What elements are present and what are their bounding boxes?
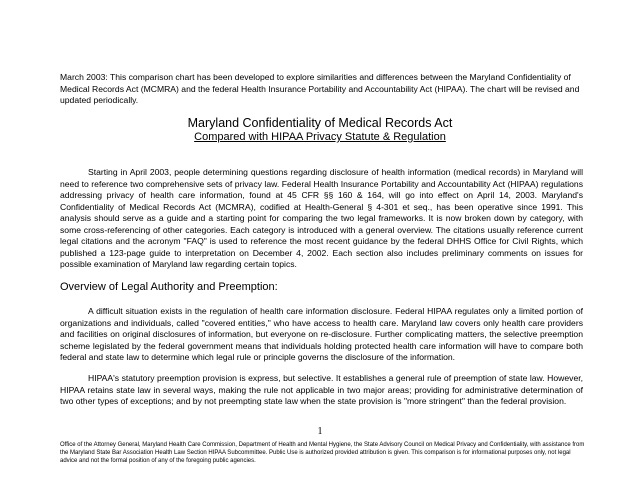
document-title: Maryland Confidentiality of Medical Records Act [187,116,453,130]
preemption-paragraph-2: HIPAA's statutory preemption provision is express, but selective. It establishes a general rule of preemption of state law. However, HIPAA retains state law in several ways, making the rule not applicable in two major areas; providing for administrative determination of two other types of exceptions; and by not preempting state law when the state provision is "more stringent" than the federal provision. [60,373,583,406]
document-subtitle: Compared with HIPAA Privacy Statute & Regulation [194,131,446,143]
page-number: 1 [317,426,323,437]
preemption-paragraph-1: A difficult situation exists in the regulation of health care information disclosure. Federal HIPAA regulates only a limited portion of organizations and individuals, called "covered entities," who have access to health care. Maryland law covers only health care providers and facilities on original disclosures of information, but everyone on re-disclosure. Further complicating matters, the selective preemption scheme legislated by the federal government means that individuals holding protected health care information will have to compare both federal and state law to determine which legal rule or principle governs the disclosure of the information. [60,306,583,362]
footer-note: Office of the Attorney General, Maryland Health Care Commission, Department of Health and Mental Hygiene, the State Advisory Council on Medical Privacy and Confidentiality, with assistance from the Maryland State Bar Association Health Law Section HIPAA Subcommittee. Public Use is authorized provided attribution is given. This comparison is for informational purposes only, not legal advice and not the formal position of any of the foregoing public agencies. [60,442,585,464]
intro-note: March 2003: This comparison chart has been developed to explore similarities and differences between the Maryland Confidentiality of Medical Records Act (MCMRA) and the federal Health Insurance Portability and Accountability Act (HIPAA). The chart will be revised and updated periodically. [60,72,580,105]
introduction-paragraph: Starting in April 2003, people determining questions regarding disclosure of health information (medical records) in Maryland will need to reference two comprehensive sets of privacy law. Federal Health Insurance Portability and Accountability Act (HIPAA) regulations addressing privacy of health care information, found at 45 CFR §§ 160 & 164, will go into effect on April 14, 2003. Maryland's Confidentiality of Medical Records Act (MCMRA), codified at Health-General § 4-301 et seq., has been operative since 1991. This analysis should serve as a guide and a starting point for comparing the two legal frameworks. It is now broken down by category, with some cross-referencing of other categories. Each category is introduced with a general overview. The citations usually reference current legal citations and the acronym "FAQ" is used to reference the most recent guidance by the federal DHHS Office for Civil Rights, which published a 123-page guide to interpretation on December 4, 2002. Each section also includes preliminary comments on issues for possible examination of Maryland law regarding certain topics. [60,167,583,269]
section-heading: Overview of Legal Authority and Preemption: [60,281,278,293]
